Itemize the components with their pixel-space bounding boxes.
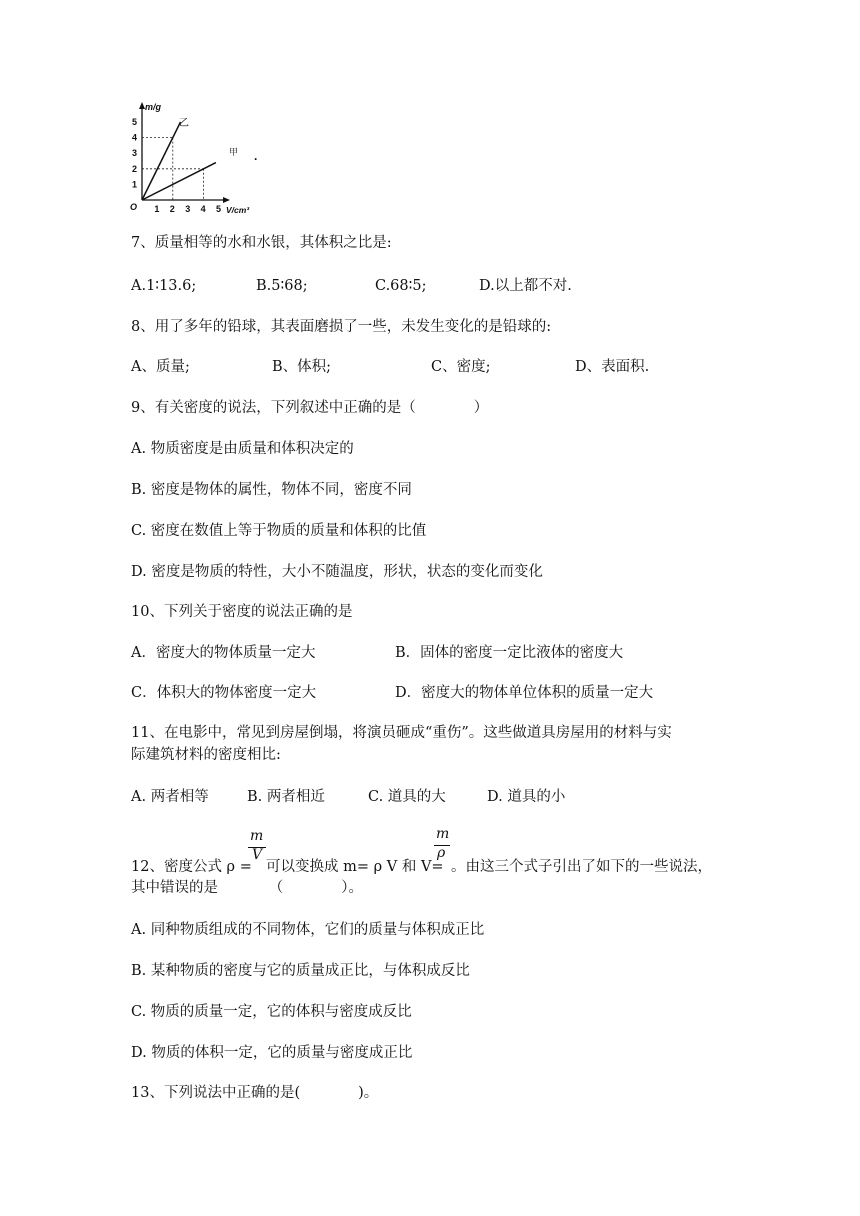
q12-stem-part3: 。由这三个式子引出了如下的一些说法，	[451, 859, 712, 875]
q9-stem: 9、有关密度的说法，下列叙述中正确的是（ ）	[131, 400, 489, 416]
q7-option-a[interactable]: A.1∶13.6;	[131, 278, 197, 294]
y-tick-label: 2	[132, 163, 138, 174]
y-tick-label: 1	[132, 179, 138, 190]
q11-option-c[interactable]: C. 道具的大	[368, 789, 446, 805]
series-lines	[142, 122, 216, 200]
q8-option-a[interactable]: A、质量;	[131, 359, 190, 375]
y-tick-label: 5	[132, 117, 138, 127]
q7-option-d[interactable]: D.以上都不对.	[479, 278, 572, 294]
q10-stem: 10、下列关于密度的说法正确的是	[131, 604, 353, 620]
series-label-yi: 乙	[179, 118, 189, 129]
q10-option-c[interactable]: C．体积大的物体密度一定大	[131, 685, 317, 701]
series-line	[142, 163, 216, 200]
guide-lines	[142, 138, 204, 200]
fraction1-denominator: V	[252, 847, 263, 863]
x-tick-label: 4	[200, 204, 206, 214]
x-tick-label: 3	[185, 204, 191, 214]
series-label-jia: 甲	[229, 147, 239, 157]
stray-dot: .	[254, 149, 258, 163]
y-tick-label: 4	[132, 132, 138, 143]
q11-option-d[interactable]: D. 道具的小	[487, 789, 566, 805]
q12-stem-line2: 其中错误的是 （ ）。	[131, 880, 363, 896]
q8-option-c[interactable]: C、密度;	[431, 359, 491, 375]
fraction1-numerator: m	[250, 828, 264, 844]
x-tick-labels	[154, 204, 221, 214]
fraction2-numerator: m	[436, 826, 450, 842]
y-tick-labels	[132, 117, 137, 189]
q8-stem: 8、用了多年的铅球，其表面磨损了一些，未发生变化的是铅球的:	[131, 319, 552, 335]
q12-stem-part2: 可以变换成 m= ρ V 和 V=	[266, 859, 444, 875]
q9-option-a[interactable]: A. 物质密度是由质量和体积决定的	[131, 441, 354, 457]
x-axis-arrow	[223, 197, 230, 203]
x-tick-label: 5	[216, 204, 222, 214]
q12-stem-part1: 12、密度公式 ρ =	[131, 859, 252, 875]
q11-option-b[interactable]: B. 两者相近	[247, 789, 325, 805]
q7-stem: 7、质量相等的水和水银，其体积之比是:	[131, 235, 392, 251]
q12-option-d[interactable]: D. 物质的体积一定，它的质量与密度成正比	[131, 1045, 413, 1061]
q9-option-c[interactable]: C. 密度在数值上等于物质的质量和体积的比值	[131, 523, 427, 539]
y-tick-label: 3	[132, 148, 138, 159]
q8-option-d[interactable]: D、表面积.	[575, 359, 650, 375]
q12-option-a[interactable]: A. 同种物质组成的不同物体，它们的质量与体积成正比	[131, 922, 485, 938]
q11-stem-line2: 际建筑材料的密度相比:	[131, 747, 281, 763]
q9-option-b[interactable]: B. 密度是物体的属性，物体不同，密度不同	[131, 482, 412, 498]
q11-option-a[interactable]: A. 两者相等	[131, 789, 209, 805]
y-axis-label: m/g	[145, 102, 162, 112]
x-tick-label: 1	[154, 204, 160, 214]
series-line	[142, 122, 181, 200]
q8-option-b[interactable]: B、体积;	[272, 359, 332, 375]
q10-option-a[interactable]: A．密度大的物体质量一定大	[131, 645, 316, 661]
q7-option-c[interactable]: C.68∶5;	[375, 278, 427, 294]
q12-option-b[interactable]: B. 某种物质的密度与它的质量成正比，与体积成反比	[131, 963, 470, 979]
x-tick-label: 2	[169, 204, 175, 214]
q11-stem-line1: 11、在电影中，常见到房屋倒塌，将演员砸成“重伤”。这些做道具房屋用的材料与实	[131, 725, 672, 741]
mass-volume-graph	[126, 100, 276, 218]
q10-option-d[interactable]: D．密度大的物体单位体积的质量一定大	[395, 685, 654, 701]
fraction2-denominator: ρ	[437, 845, 446, 861]
q7-option-b[interactable]: B.5∶68;	[256, 278, 308, 294]
q9-option-d[interactable]: D. 密度是物质的特性，大小不随温度，形状，状态的变化而变化	[131, 564, 543, 580]
x-axis-label: V/cm³	[226, 205, 250, 215]
q12-option-c[interactable]: C. 物质的质量一定，它的体积与密度成反比	[131, 1004, 412, 1020]
q10-option-b[interactable]: B．固体的密度一定比液体的密度大	[395, 645, 624, 661]
q13-stem: 13、下列说法中正确的是( )。	[131, 1085, 379, 1101]
origin-label: O	[130, 202, 138, 212]
